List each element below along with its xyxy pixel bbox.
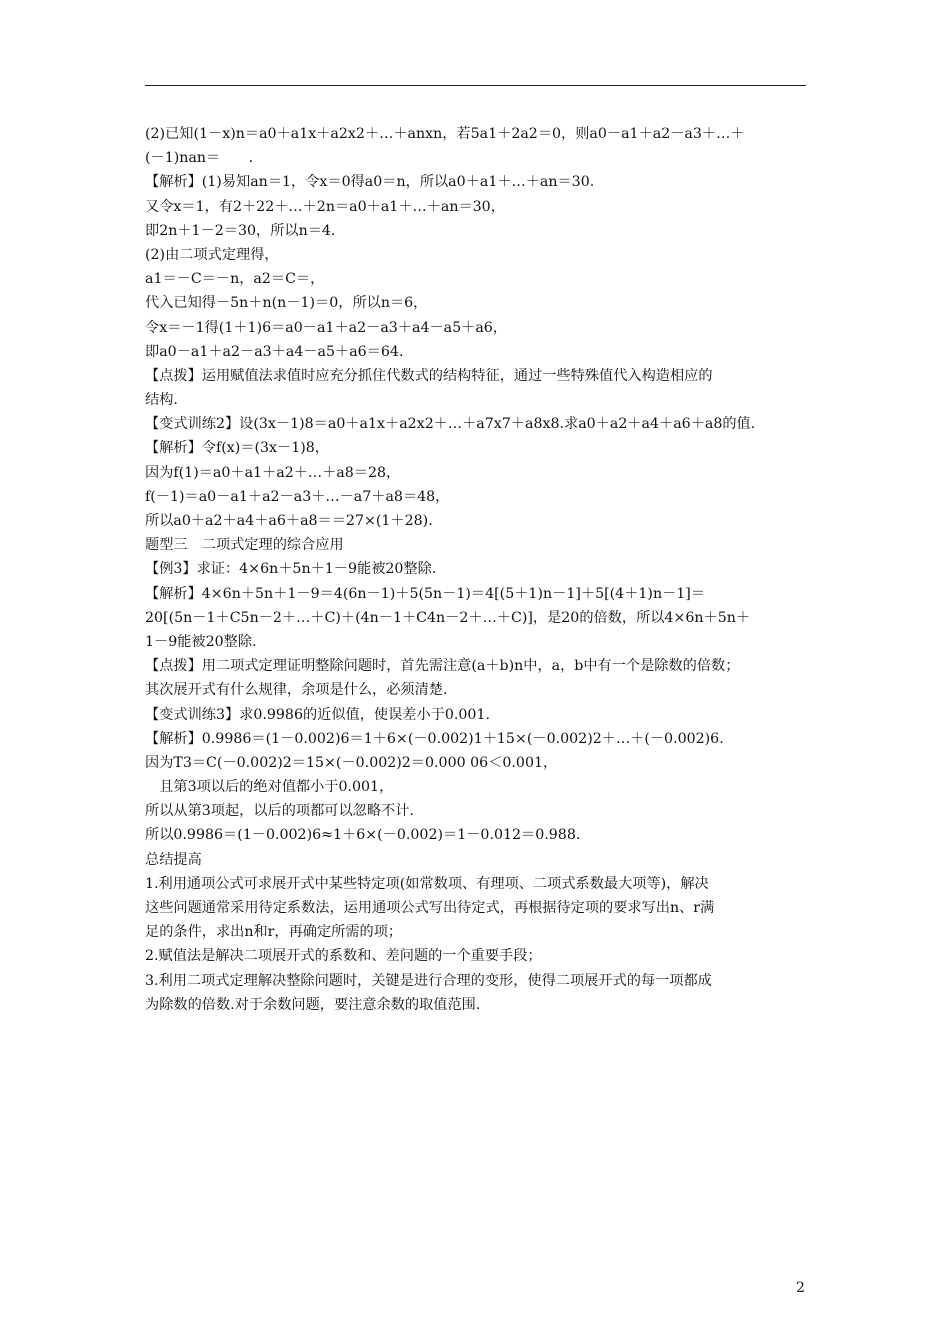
text-line: 2.赋值法是解决二项展开式的系数和、差问题的一个重要手段； xyxy=(145,948,542,965)
text-line: 代入已知得－5n＋n(n－1)＝0，所以n＝6， xyxy=(145,295,428,312)
text-line: 足的条件，求出n和r，再确定所需的项； xyxy=(145,924,403,941)
text-line: 【变式训练3】求0.9986的近似值，使误差小于0.001. xyxy=(145,706,490,723)
text-line: 因为f(1)＝a0＋a1＋a2＋…＋a8＝28， xyxy=(145,464,401,481)
text-line: 且第3项以后的绝对值都小于0.001， xyxy=(145,779,394,796)
text-line: 所以从第3项起，以后的项都可以忽略不计. xyxy=(145,803,414,820)
text-line: 令x＝－1得(1＋1)6＝a0－a1＋a2－a3＋a4－a5＋a6， xyxy=(145,319,508,336)
text-line: 1－9能被20整除. xyxy=(145,633,257,650)
text-line: 【解析】4×6n＋5n＋1－9＝4(6n－1)＋5(5n－1)＝4[(5＋1)n－1]＋5[(4＋1)n－1]＝ xyxy=(145,585,706,602)
text-line: 结构. xyxy=(145,392,178,409)
section-heading: 总结提高 xyxy=(145,851,202,868)
text-line: 所以0.9986＝(1－0.002)6≈1＋6×(－0.002)＝1－0.012＝0.988. xyxy=(145,827,581,844)
text-line: (2)由二项式定理得， xyxy=(145,246,279,263)
text-line: (－1)nan＝ . xyxy=(145,150,254,167)
text-line: (2)已知(1－x)n＝a0＋a1x＋a2x2＋…＋anxn，若5a1＋2a2＝0，则a0－a1＋a2－a3＋…＋ xyxy=(145,126,745,142)
text-line: 【点拨】运用赋值法求值时应充分抓住代数式的结构特征，通过一些特殊值代入构造相应的 xyxy=(145,367,713,384)
text-line: 其次展开式有什么规律，余项是什么，必须清楚. xyxy=(145,682,448,699)
text-line: 又令x＝1，有2＋22＋…＋2n＝a0＋a1＋…＋an＝30， xyxy=(145,198,505,215)
text-line: 20[(5n－1＋C5n－2＋…＋C)＋(4n－1＋C4n－2＋…＋C)]，是20的倍数，所以4×6n＋5n＋ xyxy=(145,609,751,626)
text-line: 即a0－a1＋a2－a3＋a4－a5＋a6＝64. xyxy=(145,343,404,360)
page-number: 2 xyxy=(796,1280,805,1296)
text-line: 3.利用二项式定理解决整除问题时，关键是进行合理的变形，使得二项展开式的每一项都成 xyxy=(145,972,712,989)
header-rule xyxy=(145,85,806,86)
text-line: 1.利用通项公式可求展开式中某些特定项(如常数项、有理项、二项式系数最大项等)，解决 xyxy=(145,875,709,892)
text-line: f(－1)＝a0－a1＋a2－a3＋…－a7＋a8＝48， xyxy=(145,488,450,505)
text-line: 因为T3＝C(－0.002)2＝15×(－0.002)2＝0.000 06＜0.001， xyxy=(145,754,558,771)
text-line: 所以a0＋a2＋a4＋a6＋a8＝＝27×(1＋28). xyxy=(145,513,433,529)
text-line: 为除数的倍数.对于余数问题，要注意余数的取值范围. xyxy=(145,996,481,1013)
text-line: 即2n＋1－2＝30，所以n＝4. xyxy=(145,222,336,239)
text-line: 【例3】求证：4×6n＋5n＋1－9能被20整除. xyxy=(145,561,437,578)
text-line: 【点拨】用二项式定理证明整除问题时，首先需注意(a＋b)n中，a，b中有一个是除数的倍数； xyxy=(145,658,740,675)
text-line: 这些问题通常采用待定系数法，运用通项公式写出待定式，再根据待定项的要求写出n、r满 xyxy=(145,900,715,916)
text-line: 【解析】令f(x)＝(3x－1)8， xyxy=(145,440,329,457)
text-line: 【变式训练2】设(3x－1)8＝a0＋a1x＋a2x2＋…＋a7x7＋a8x8.求a0＋a2＋a4＋a6＋a8的值. xyxy=(145,416,756,433)
text-line: 【解析】0.9986＝(1－0.002)6＝1＋6×(－0.002)1＋15×(－0.002)2＋…＋(－0.002)6. xyxy=(145,730,724,747)
text-line: a1＝－C＝－n，a2＝C＝， xyxy=(145,271,325,288)
document-body xyxy=(145,122,807,1017)
section-heading: 题型三 二项式定理的综合应用 xyxy=(145,537,344,554)
text-line: 【解析】(1)易知an＝1，令x＝0得a0＝n，所以a0＋a1＋…＋an＝30. xyxy=(145,174,595,191)
